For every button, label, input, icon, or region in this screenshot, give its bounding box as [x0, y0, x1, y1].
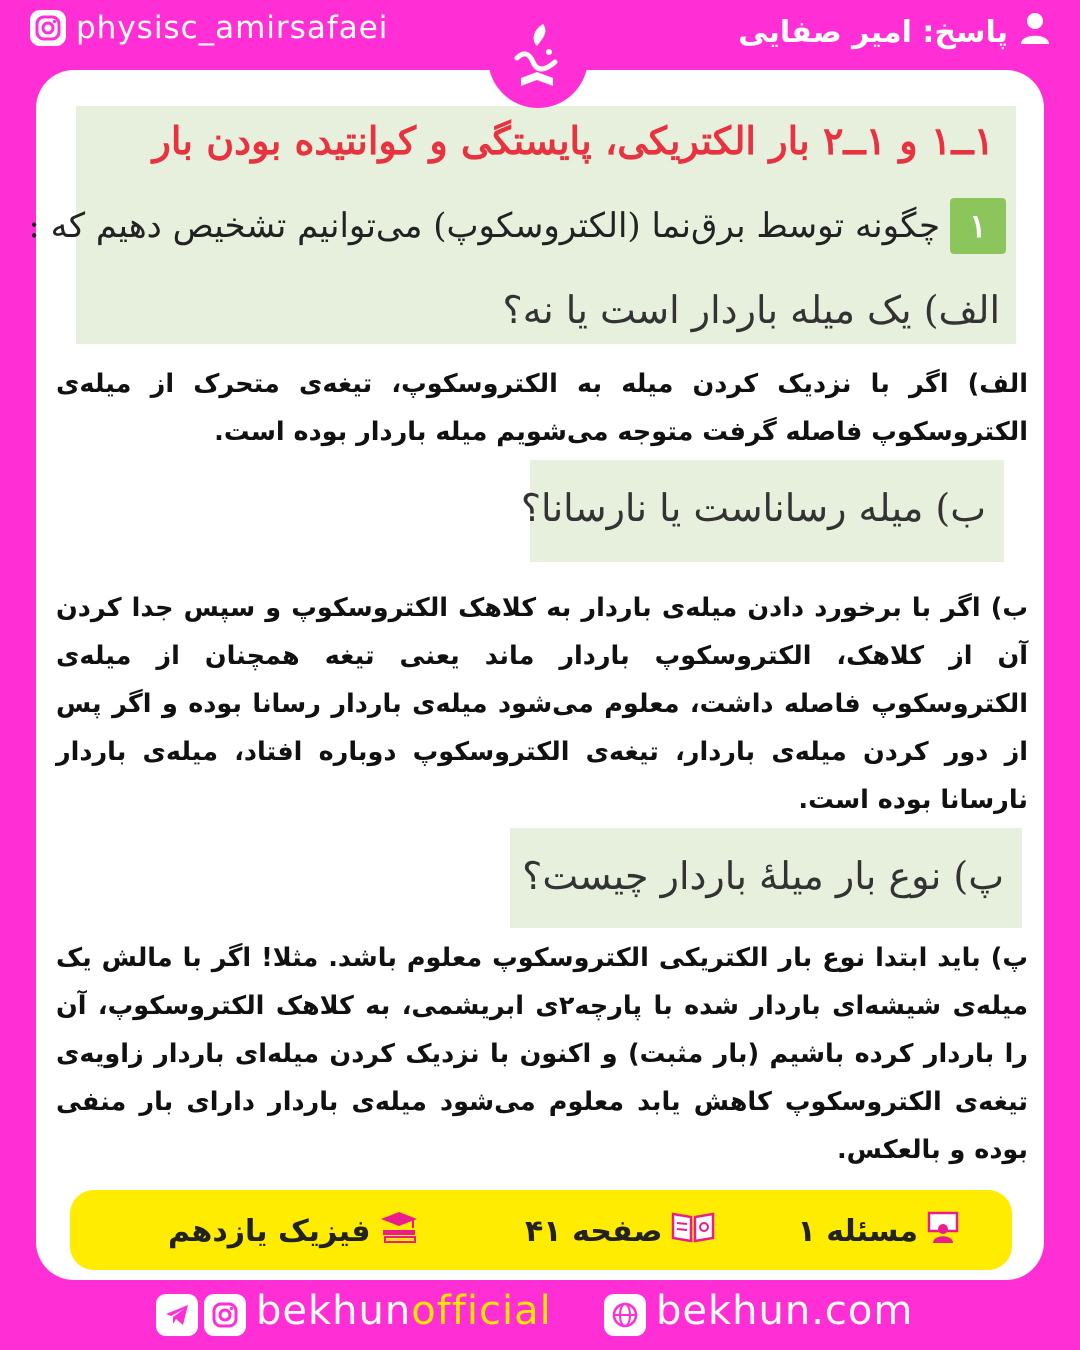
question-part-b: ب) میله رساناست یا نارسانا؟ — [520, 486, 986, 530]
teacher-icon — [926, 1210, 960, 1252]
telegram-icon[interactable] — [156, 1294, 198, 1336]
question-row — [28, 198, 1006, 254]
bottom-social-bar — [0, 1286, 1080, 1350]
page-text: صفحه ۴۱ — [525, 1213, 663, 1249]
graduation-books-icon — [379, 1210, 419, 1252]
question-part-c: پ) نوع بار میلهٔ باردار چیست؟ — [522, 854, 1004, 898]
instagram-icon — [30, 10, 66, 46]
book-label — [168, 1210, 419, 1252]
answer-c: پ) باید ابتدا نوع بار الکتریکی الکتروسکوپ معلوم باشد. مثلا! اگر با مالش یک میله‌ی شیشه‌ای باردار شده با پارچه۲ی ابریشمی، به کلاهک الکتروسکوپ، آن را باردار کرده باشیم (بار مثبت) و اکنون با نزدیک کردن میله‌ای باردار زاویه‌ی تیغه‌ی الکتروسکوپ کاهش یابد معلوم می‌شود میله‌ی باردار دارای بار منفی بوده و بالعکس. — [56, 943, 1029, 1165]
social-handle-prefix: bekhun — [256, 1288, 412, 1334]
instagram-icon[interactable] — [204, 1294, 246, 1336]
instagram-handle-text: physisc_amirsafaei — [76, 10, 389, 46]
open-book-icon — [670, 1210, 716, 1252]
page-label — [525, 1210, 716, 1252]
question-part-a: الف) یک میله باردار است یا نه؟ — [502, 288, 1000, 332]
textbook-excerpt-main — [28, 106, 1016, 344]
textbook-excerpt-c — [510, 828, 1022, 928]
textbook-excerpt-b — [520, 460, 1004, 562]
answer-a: الف) اگر با نزدیک کردن میله به الکتروسکوپ، تیغه‌ی متحرک از میله‌ی الکتروسکوپ فاصله گرفت متوجه می‌شویم میله باردار بوده است. — [56, 369, 1028, 447]
answer-b: ب) اگر با برخورد دادن میله‌ی باردار به کلاهک الکتروسکوپ و سپس جدا کردن آن از کلاهک، الکتروسکوپ باردار ماند یعنی تیغه همچنان از میله‌ی الکتروسکوپ فاصله داشت، معلوم می‌شود میله‌ی باردار رسانا بوده و اگر پس از دور کردن میله‌ی باردار، تیغه‌ی الکتروسکوپ دوباره افتاد، میله‌ی باردار نارسانا بوده است. — [56, 593, 1028, 815]
instagram-handle[interactable] — [30, 10, 388, 46]
section-title: ۱ــ۱ و ۱ــ۲ بار الکتریکی، پایستگی و کوانتیده بودن بار — [152, 118, 994, 163]
problem-label — [797, 1210, 960, 1252]
social-handle-suffix: official — [411, 1288, 552, 1334]
author-text: پاسخ: امیر صفایی — [738, 14, 1008, 50]
bekhun-logo — [488, 8, 588, 108]
problem-text: مسئله ۱ — [797, 1213, 918, 1249]
logo-icon — [503, 18, 573, 98]
user-icon — [1020, 12, 1050, 52]
globe-icon[interactable] — [604, 1294, 646, 1336]
info-footer — [70, 1190, 1012, 1270]
social-handle[interactable] — [256, 1288, 552, 1334]
question-number: ۱ — [950, 198, 1006, 254]
book-name-text: فیزیک یازدهم — [168, 1213, 371, 1249]
question-text: چگونه توسط برق‌نما (الکتروسکوپ) می‌توانیم تشخیص دهیم که : — [28, 206, 940, 246]
author-credit — [738, 12, 1050, 52]
website-link[interactable]: bekhun.com — [656, 1288, 914, 1334]
